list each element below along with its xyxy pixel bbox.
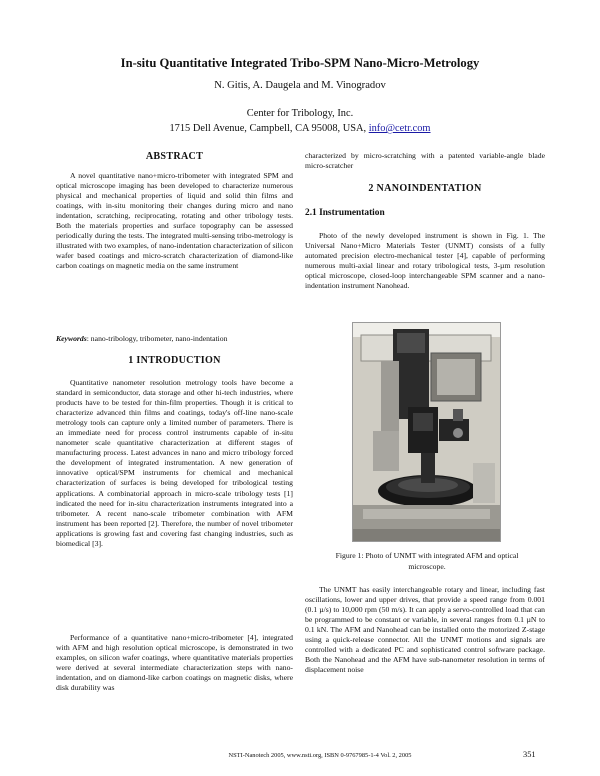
page-number: 351: [523, 750, 536, 759]
introduction-paragraph-1: [56, 378, 293, 549]
continuation-text: characterized by micro-scratching with a patented variable-angle blade micro-scratcher: [305, 151, 545, 171]
email-link[interactable]: info@cetr.com: [368, 123, 431, 134]
instrumentation-subheading: 2.1 Instrumentation: [305, 208, 385, 218]
abstract-text: A novel quantitative nano+micro-tribometer with integrated SPM and optical microscope imaging has been developed to characterize numerous physical and mechanical properties of liquid and solid thin films and coatings, with in-situ monitoring their changes during micro and nano indentation, scratching, reciprocating, rotating and other tribology tests. Both the materials properties and surface topography can be assessed periodically during the tests. The integrated multi-sensing tribo-metrology is illustrated with two examples, of nano-indentation characterization of silicon wafer based coatings and micro-scratch characterization of diamond-like carbon coatings on magnetic media on the same instrument: [56, 171, 293, 271]
nanoindentation-heading: 2 NANOINDENTATION: [368, 183, 482, 194]
footer-citation: NSTI-Nanotech 2005, www.nsti.org, ISBN 0-9767985-1-4 Vol. 2, 2005: [228, 752, 412, 759]
author-list: N. Gitis, A. Daugela and M. Vinogradov: [214, 80, 386, 91]
unmt-paragraph: [305, 585, 545, 675]
instrumentation-paragraph: [305, 231, 545, 291]
introduction-heading: 1 INTRODUCTION: [128, 355, 221, 366]
introduction-paragraph-2: [56, 633, 293, 693]
paper-title: In-situ Quantitative Integrated Tribo-SPM Nano-Micro-Metrology: [120, 56, 480, 70]
figure-1-photo: [352, 322, 501, 542]
right-column-continuation: [305, 151, 545, 171]
abstract-body: [56, 171, 293, 271]
affiliation-address: [40, 123, 560, 134]
keywords-label: Keywords: [56, 334, 87, 343]
abstract-heading: ABSTRACT: [145, 151, 204, 162]
photo-unmt-instrument-icon: [353, 323, 500, 541]
instrumentation-text: Photo of the newly developed instrument is shown in Fig. 1. The Universal Nano+Micro Materials Tester (UNMT) consists of a fully automated precision electro-mechanical tester [4], capable of performing numerous multi-axial linear and rotary tribological tests, 3-µm resolution optical microscope, closed-loop interchangeable SPM scanner and a nano-indentation instrument Nanohead.: [305, 231, 545, 291]
intro-p1: Quantitative nanometer resolution metrology tools have become a standard in semiconductor, data storage and other hi-tech industries, where products have to be tested for thin-film properties. Though it is critical to characterize advanced thin films and coatings, today's off-line nano-scale metrology tools can capture only a limited number of parameters. There is an immediate need for process control instruments capable of in-situ nanometer scale quantitative characterization at different stages of manufacturing process. Latest advances in nano and micro tribology forced the development of integrated instrumentation. A new generation of innovative optical/SPM instruments for chemical and mechanical characterization of surfaces is being developed for tribological testing applications. A combinatorial approach in micro-scale tribology tests [1] indicated the need for in-situ characterization instruments integrated into a tribometer. A recent nano-scale tribometer combination with AFM instrument has been reported [2]. Therefore, the number of novel tribometer applications is growing fast and covering fast changing industries, such as biomedical [3].: [56, 378, 293, 548]
unmt-text: The UNMT has easily interchangeable rotary and linear, including fast oscillations, lower and upper drives, that provide a speed range from 0.001 (0.1 µ/s) to 10,000 rpm (50 m/s). It can apply a servo-controlled load that can be programmed to be constant or variable, in several ranges from 0.1 µN to 0.1 kN. The AFM and Nanohead can be installed onto the motorized Z-stage using a quick-release connector. All the UNMT motions and signals are controlled with a dedicated PC and sophisticated control software package. Both the Nanohead and the AFM have sub-nanometer resolution in terms of displacement noise: [305, 585, 545, 675]
figure-1-caption: Figure 1: Photo of UNMT with integrated AFM and optical microscope.: [335, 551, 519, 571]
affiliation-name: Center for Tribology, Inc.: [246, 108, 354, 119]
keywords-text: : nano-tribology, tribometer, nano-indentation: [86, 334, 228, 343]
affiliation-address-text: 1715 Dell Avenue, Campbell, CA 95008, USA,: [169, 123, 369, 134]
keywords-line: [56, 334, 293, 344]
intro-p2: Performance of a quantitative nano+micro-tribometer [4], integrated with AFM and high resolution optical microscope, is demonstrated in two examples, on silicon wafer coatings, where quantitative materials properties were derived at several intermediate characterization steps with nano-indentation, and on diamond-like carbon coatings on magnetic disks, where disk durability was: [56, 633, 293, 693]
